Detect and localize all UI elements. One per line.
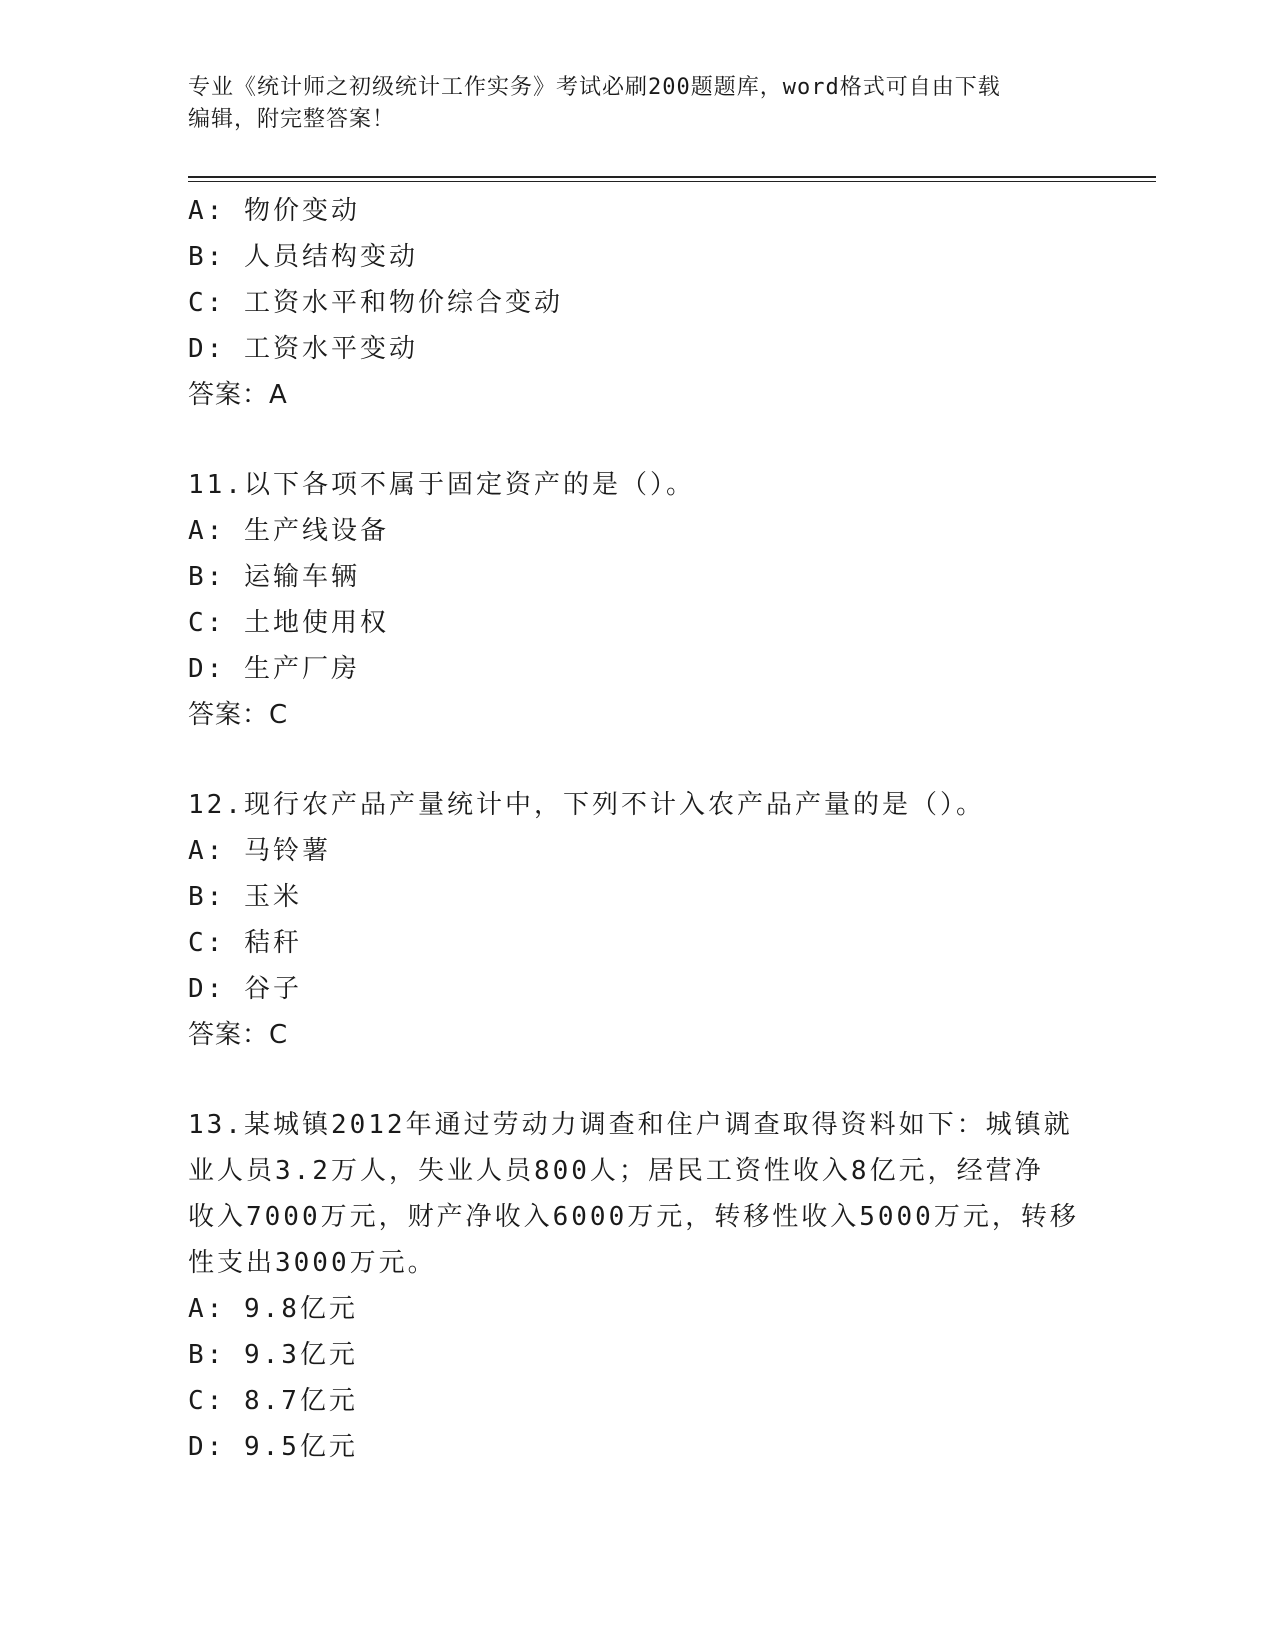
option-d: D: 工资水平变动 — [188, 334, 418, 364]
option-d: D: 9.5亿元 — [188, 1432, 358, 1462]
question-13-block — [188, 1102, 1088, 1470]
header-title-line-1: 专业《统计师之初级统计工作实务》考试必刷200题题库，word格式可自由下载 — [188, 75, 1001, 100]
question-text-line-3: 收入7000万元，财产净收入6000万元，转移性收入5000万元，转移 — [188, 1202, 1079, 1232]
option-a: A: 物价变动 — [188, 196, 360, 226]
question-text: 11.以下各项不属于固定资产的是（）。 — [188, 470, 695, 500]
question-text-line-4: 性支出3000万元。 — [188, 1248, 437, 1278]
option-c: C: 8.7亿元 — [188, 1386, 358, 1416]
option-b: B: 玉米 — [188, 882, 302, 912]
option-d: D: 谷子 — [188, 974, 302, 1004]
question-text-line-1: 13.某城镇2012年通过劳动力调查和住户调查取得资料如下：城镇就 — [188, 1110, 1073, 1140]
header-divider-thick — [188, 176, 1156, 178]
option-a: A: 生产线设备 — [188, 516, 389, 546]
option-b: B: 运输车辆 — [188, 562, 360, 592]
question-list — [188, 188, 1088, 1470]
option-b: B: 人员结构变动 — [188, 242, 418, 272]
question-text: 12.现行农产品产量统计中，下列不计入农产品产量的是（）。 — [188, 790, 985, 820]
header-title-line-2: 编辑，附完整答案！ — [188, 107, 396, 132]
header-divider-thin — [188, 181, 1156, 182]
question-11-block — [188, 462, 1088, 738]
answer-label: 答案：A — [188, 380, 288, 410]
answer-label: 答案：C — [188, 700, 289, 730]
option-a: A: 马铃薯 — [188, 836, 331, 866]
option-c: C: 土地使用权 — [188, 608, 389, 638]
option-c: C: 工资水平和物价综合变动 — [188, 288, 563, 318]
question-text-line-2: 业人员3.2万人，失业人员800人；居民工资性收入8亿元，经营净 — [188, 1156, 1044, 1186]
document-header — [188, 72, 1088, 136]
option-c: C: 秸秆 — [188, 928, 302, 958]
question-10-block — [188, 188, 1088, 418]
option-d: D: 生产厂房 — [188, 654, 360, 684]
option-a: A: 9.8亿元 — [188, 1294, 358, 1324]
option-b: B: 9.3亿元 — [188, 1340, 358, 1370]
question-12-block — [188, 782, 1088, 1058]
answer-label: 答案：C — [188, 1020, 289, 1050]
